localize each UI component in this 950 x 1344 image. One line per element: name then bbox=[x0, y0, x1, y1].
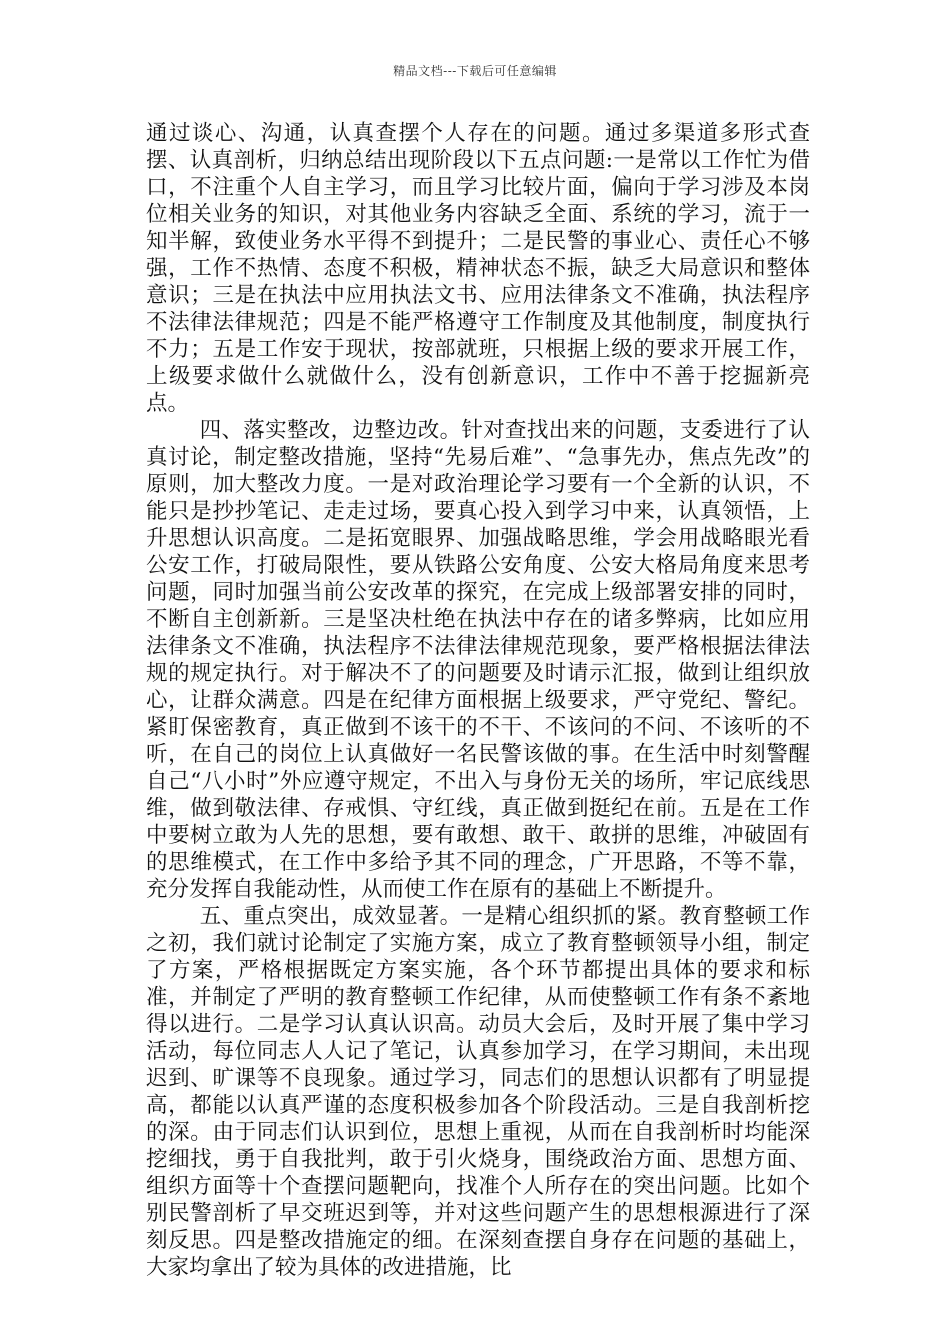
page-header: 精品文档---下载后可任意编辑 bbox=[393, 64, 557, 78]
paragraph-problems: 通过谈心、沟通，认真查摆个人存在的问题。通过多渠道多形式查摆、认真剖析，归纳总结出现阶段以下五点问题:一是常以工作忙为借口，不注重个人自主学习，而且学习比较片面，偏向于学习涉及本岗位相关业务的知识，对其他业务内容缺乏全面、系统的学习，流于一知半解，致使业务水平得不到提升；二是民警的事业心、责任心不够强，工作不热情、态度不积极，精神状态不振，缺乏大局意识和整体意识；三是在执法中应用执法文书、应用法律条文不准确，执法程序不法律法律规范；四是不能严格遵守工作制度及其他制度，制度执行不力；五是工作安于现状，按部就班，只根据上级的要求开展工作，上级要求做什么就做什么，没有创新意识，工作中不善于挖掘新亮点。 bbox=[146, 121, 810, 416]
paragraph-rectification: 四、落实整改，边整边改。针对查找出来的问题，支委进行了认真讨论，制定整改措施，坚持“先易后难”、“急事先办，焦点先改”的原则，加大整改力度。一是对政治理论学习要有一个全新的认识，不能只是抄抄笔记、走走过场，要真心投入到学习中来，认真领悟，上升思想认识高度。二是拓宽眼界、加强战略思维，学会用战略眼光看公安工作，打破局限性，要从铁路公安角度、公安大格局角度来思考问题，同时加强当前公安改革的探究，在完成上级部署安排的同时，不断自主创新新。三是坚决杜绝在执法中存在的诸多弊病，比如应用法律条文不准确，执法程序不法律法律规范现象，要严格根据法律法规的规定执行。对于解决不了的问题要及时请示汇报，做到让组织放心，让群众满意。四是在纪律方面根据上级要求，严守党纪、警纪。紧盯保密教育，真正做到不该干的不干、不该问的不问、不该听的不听，在自己的岗位上认真做好一名民警该做的事。在生活中时刻警醒自己“八小时”外应遵守规定，不出入与身份无关的场所，牢记底线思维，做到敬法律、存戒惧、守红线，真正做到挺纪在前。五是在工作中要树立敢为人先的思想，要有敢想、敢干、敢拼的思维，冲破固有的思维模式，在工作中多给予其不同的理念，广开思路，不等不靠，充分发挥自我能动性，从而使工作在原有的基础上不断提升。 bbox=[146, 418, 810, 902]
document-body bbox=[146, 120, 810, 1281]
paragraph-results: 五、重点突出，成效显著。一是精心组织抓的紧。教育整顿工作之初，我们就讨论制定了实施方案，成立了教育整顿领导小组，制定了方案，严格根据既定方案实施，各个环节都提出具体的要求和标准，并制定了严明的教育整顿工作纪律，从而使整顿工作有条不紊地得以进行。二是学习认真认识高。动员大会后，及时开展了集中学习活动，每位同志人人记了笔记，认真参加学习，在学习期间，未出现迟到、旷课等不良现象。通过学习，同志们的思想认识都有了明显提高，都能以认真严谨的态度积极参加各个阶段活动。三是自我剖析挖的深。由于同志们认识到位，思想上重视，从而在自我剖析时均能深挖细找，勇于自我批判，敢于引火烧身，围绕政治方面、思想方面、组织方面等十个查摆问题靶向，找准个人所存在的突出问题。比如个别民警剖析了早交班迟到等，并对这些问题产生的思想根源进行了深刻反思。四是整改措施定的细。在深刻查摆自身存在问题的基础上，大家均拿出了较为具体的改进措施，比 bbox=[146, 904, 810, 1280]
